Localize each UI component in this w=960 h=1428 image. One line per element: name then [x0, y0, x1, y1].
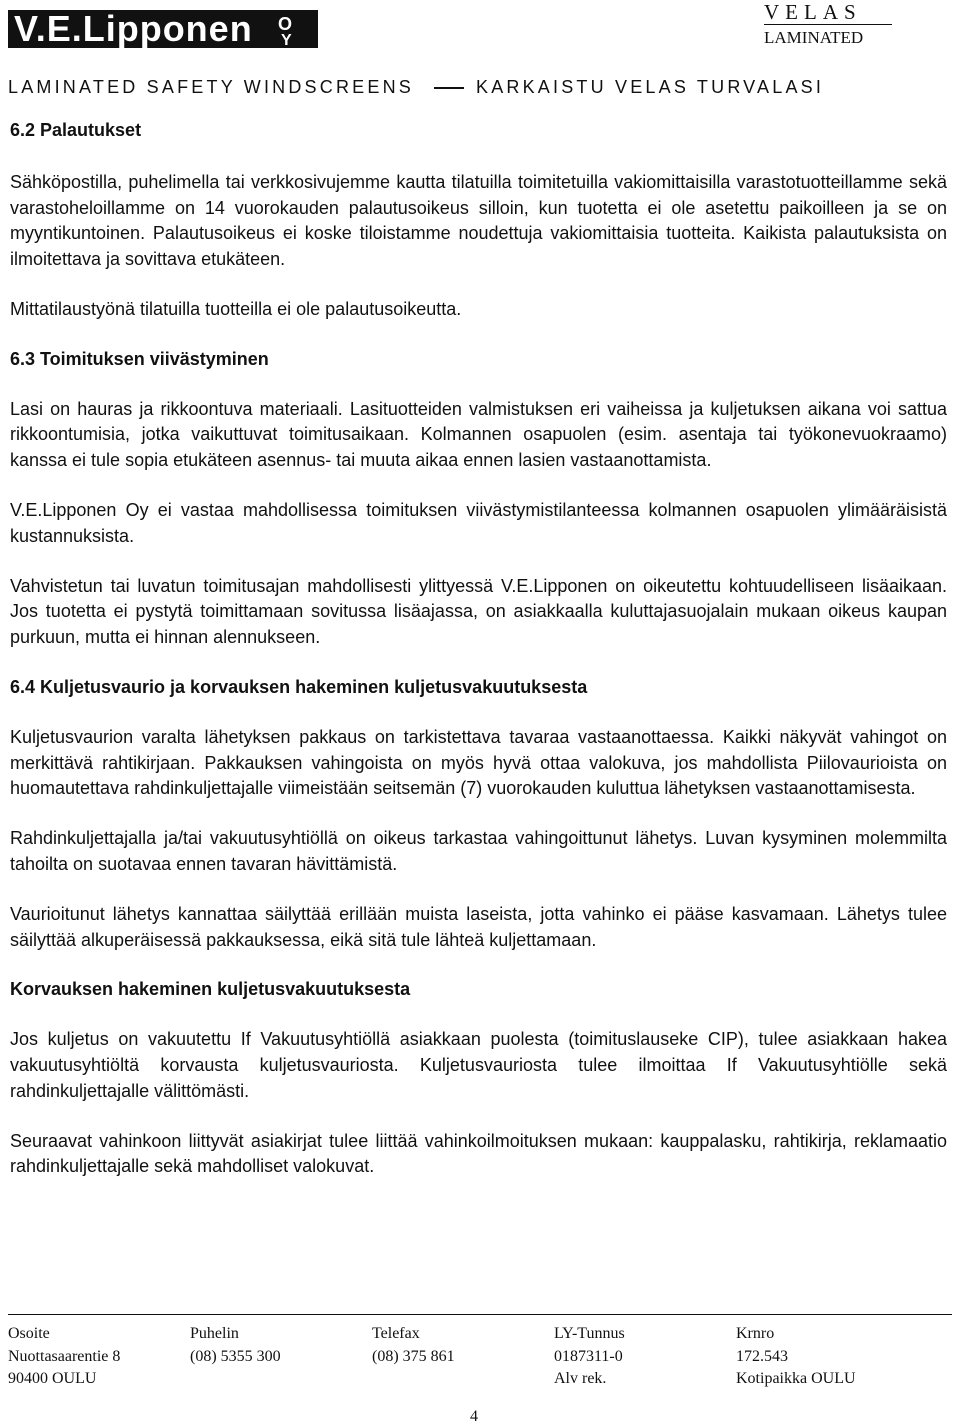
footer-label-fax: Telefax	[372, 1325, 420, 1342]
footer-label-address: Osoite	[8, 1325, 50, 1342]
section-6-3-heading: 6.3 Toimituksen viivästyminen	[10, 348, 269, 369]
footer-postal-city: 90400 OULU	[8, 1370, 97, 1387]
footer-phone-number: (08) 5355 300	[190, 1348, 281, 1365]
footer-business-id: 0187311-0	[554, 1348, 623, 1365]
footer-fax-number: (08) 375 861	[372, 1348, 455, 1365]
velas-brand	[764, 2, 904, 47]
tagline-dash	[434, 87, 464, 89]
section-6-2-paragraph-2: Mittatilaustyönä tilatuilla tuotteilla ei ole palautusoikeutta.	[10, 298, 462, 319]
header-tagline	[8, 76, 952, 98]
tagline-left: LAMINATED SAFETY WINDSCREENS	[8, 76, 414, 97]
footer-street-address: Nuottasaarentie 8	[8, 1348, 121, 1365]
company-logo	[8, 10, 318, 48]
svg-text:Y: Y	[281, 32, 292, 48]
tagline-right: KARKAISTU VELAS TURVALASI	[475, 76, 825, 97]
section-6-4-paragraph-1: Kuljetusvaurion varalta lähetyksen pakkaus on tarkistettava tavaraa vastaanottaessa. Kaikki näkyvät vahingot on merkittävä rahtikirjaan. Pakkauksen vahingoista on myös hyvä ottaa valokuva, jos mahdollista Piilovaurioista on huomautettava rahdinkuljettajalle viimeistään seitsemän (7) vuorokauden kuluttua lähetyksen vastaanottamisesta.	[10, 726, 947, 799]
footer-label-business-id: LY-Tunnus	[554, 1325, 625, 1342]
velas-brand-name: VELAS	[764, 0, 862, 24]
footer-rule	[8, 1314, 952, 1315]
claims-heading: Korvauksen hakeminen kuljetusvakuutuksesta	[10, 979, 411, 1000]
velas-brand-rule	[764, 24, 892, 25]
section-6-4-paragraph-3: Vaurioitunut lähetys kannattaa säilyttää erillään muista laseista, jotta vahinko ei pääse kasvamaan. Lähetys tulee säilyttää alkuperäisessä pakkauksessa, eikä sitä tule lähteä kuljettamaan.	[10, 903, 947, 950]
section-6-4-heading: 6.4 Kuljetusvaurio ja korvauksen hakeminen kuljetusvakuutuksesta	[10, 676, 588, 697]
section-6-3-paragraph-2: V.E.Lipponen Oy ei vastaa mahdollisessa toimituksen viivästymistilanteessa kolmannen osapuolen ylimääräisistä kustannuksista.	[10, 499, 947, 546]
section-6-2-heading: 6.2 Palautukset	[10, 120, 142, 140]
section-6-3-paragraph-3: Vahvistetun tai luvatun toimitusajan mahdollisesti ylittyessä V.E.Lipponen on oikeutettu kohtuudelliseen lisäaikaan. Jos tuotetta ei pystytä toimittamaan sovitussa lisäajassa, on asiakkaalla kuluttajasuojalain mukaan oikeus kaupan purkuun, mutta ei hinnan alennukseen.	[10, 575, 947, 648]
section-6-3-paragraph-1: Lasi on hauras ja rikkoontuva materiaali. Lasituotteiden valmistuksen eri vaiheissa ja kuljetuksen aikana voi sattua rikkoontumisia, jotka vaikuttuvat toimitusaikaan. Kolmannen osapuolen (esim. asentaja tai työkonevuokraamo) kanssa ei tule sopia etukäteen asennus- tai muuta aikaa ennen lasien vastaanottamista.	[10, 398, 947, 471]
svg-text:O: O	[278, 14, 293, 34]
footer-trade-register-number: 172.543	[736, 1348, 788, 1365]
page-number: 4	[470, 1408, 478, 1425]
footer-label-phone: Puhelin	[190, 1325, 239, 1342]
footer-label-trade-register: Krnro	[736, 1325, 775, 1342]
claims-paragraph-1: Jos kuljetus on vakuutettu If Vakuutusyhtiöllä asiakkaan puolesta (toimituslauseke CIP), tulee asiakkaan hakea vakuutusyhtiöltä korvausta kuljetusvauriosta. Kuljetusvauriosta tulee ilmoittaa If Vakuutusyhtiölle sekä rahdinkuljettajalle välittömästi.	[10, 1029, 947, 1101]
footer-vat-registered: Alv rek.	[554, 1370, 607, 1387]
footer-domicile: Kotipaikka OULU	[736, 1370, 856, 1387]
section-6-4-paragraph-2: Rahdinkuljettajalla ja/tai vakuutusyhtiöllä on oikeus tarkastaa vahingoittunut lähetys. Luvan kysyminen molemmilta tahoilta on suotavaa ennen tavaran hävittämistä.	[10, 828, 947, 874]
section-6-2-paragraph-1: Sähköpostilla, puhelimella tai verkkosivujemme kautta tilatuilla toimitetuilla vakiomittaisilla varastotuotteillamme sekä varastoheloillamme on 14 vuorokauden palautusoikeus silloin, kun tuotetta ei ole asetettu paikoilleen ja se on myyntikuntoinen. Palautusoikeus ei koske tiloistamme noudettuja vakiomittaisia tuotteita. Kaikista palautuksista on ilmoitettava ja sovittava etukäteen.	[10, 171, 947, 270]
oy-emblem	[278, 14, 292, 48]
claims-paragraph-2: Seuraavat vahinkoon liittyvät asiakirjat tulee liittää vahinkoilmoituksen mukaan: kauppalasku, rahtikirja, reklamaatio rahdinkuljettajalle sekä mahdolliset valokuvat.	[10, 1130, 947, 1177]
velas-brand-subtitle: LAMINATED	[764, 28, 864, 47]
document-body	[10, 118, 947, 1180]
svg-text:V.E.Lipponen: V.E.Lipponen	[14, 10, 253, 48]
